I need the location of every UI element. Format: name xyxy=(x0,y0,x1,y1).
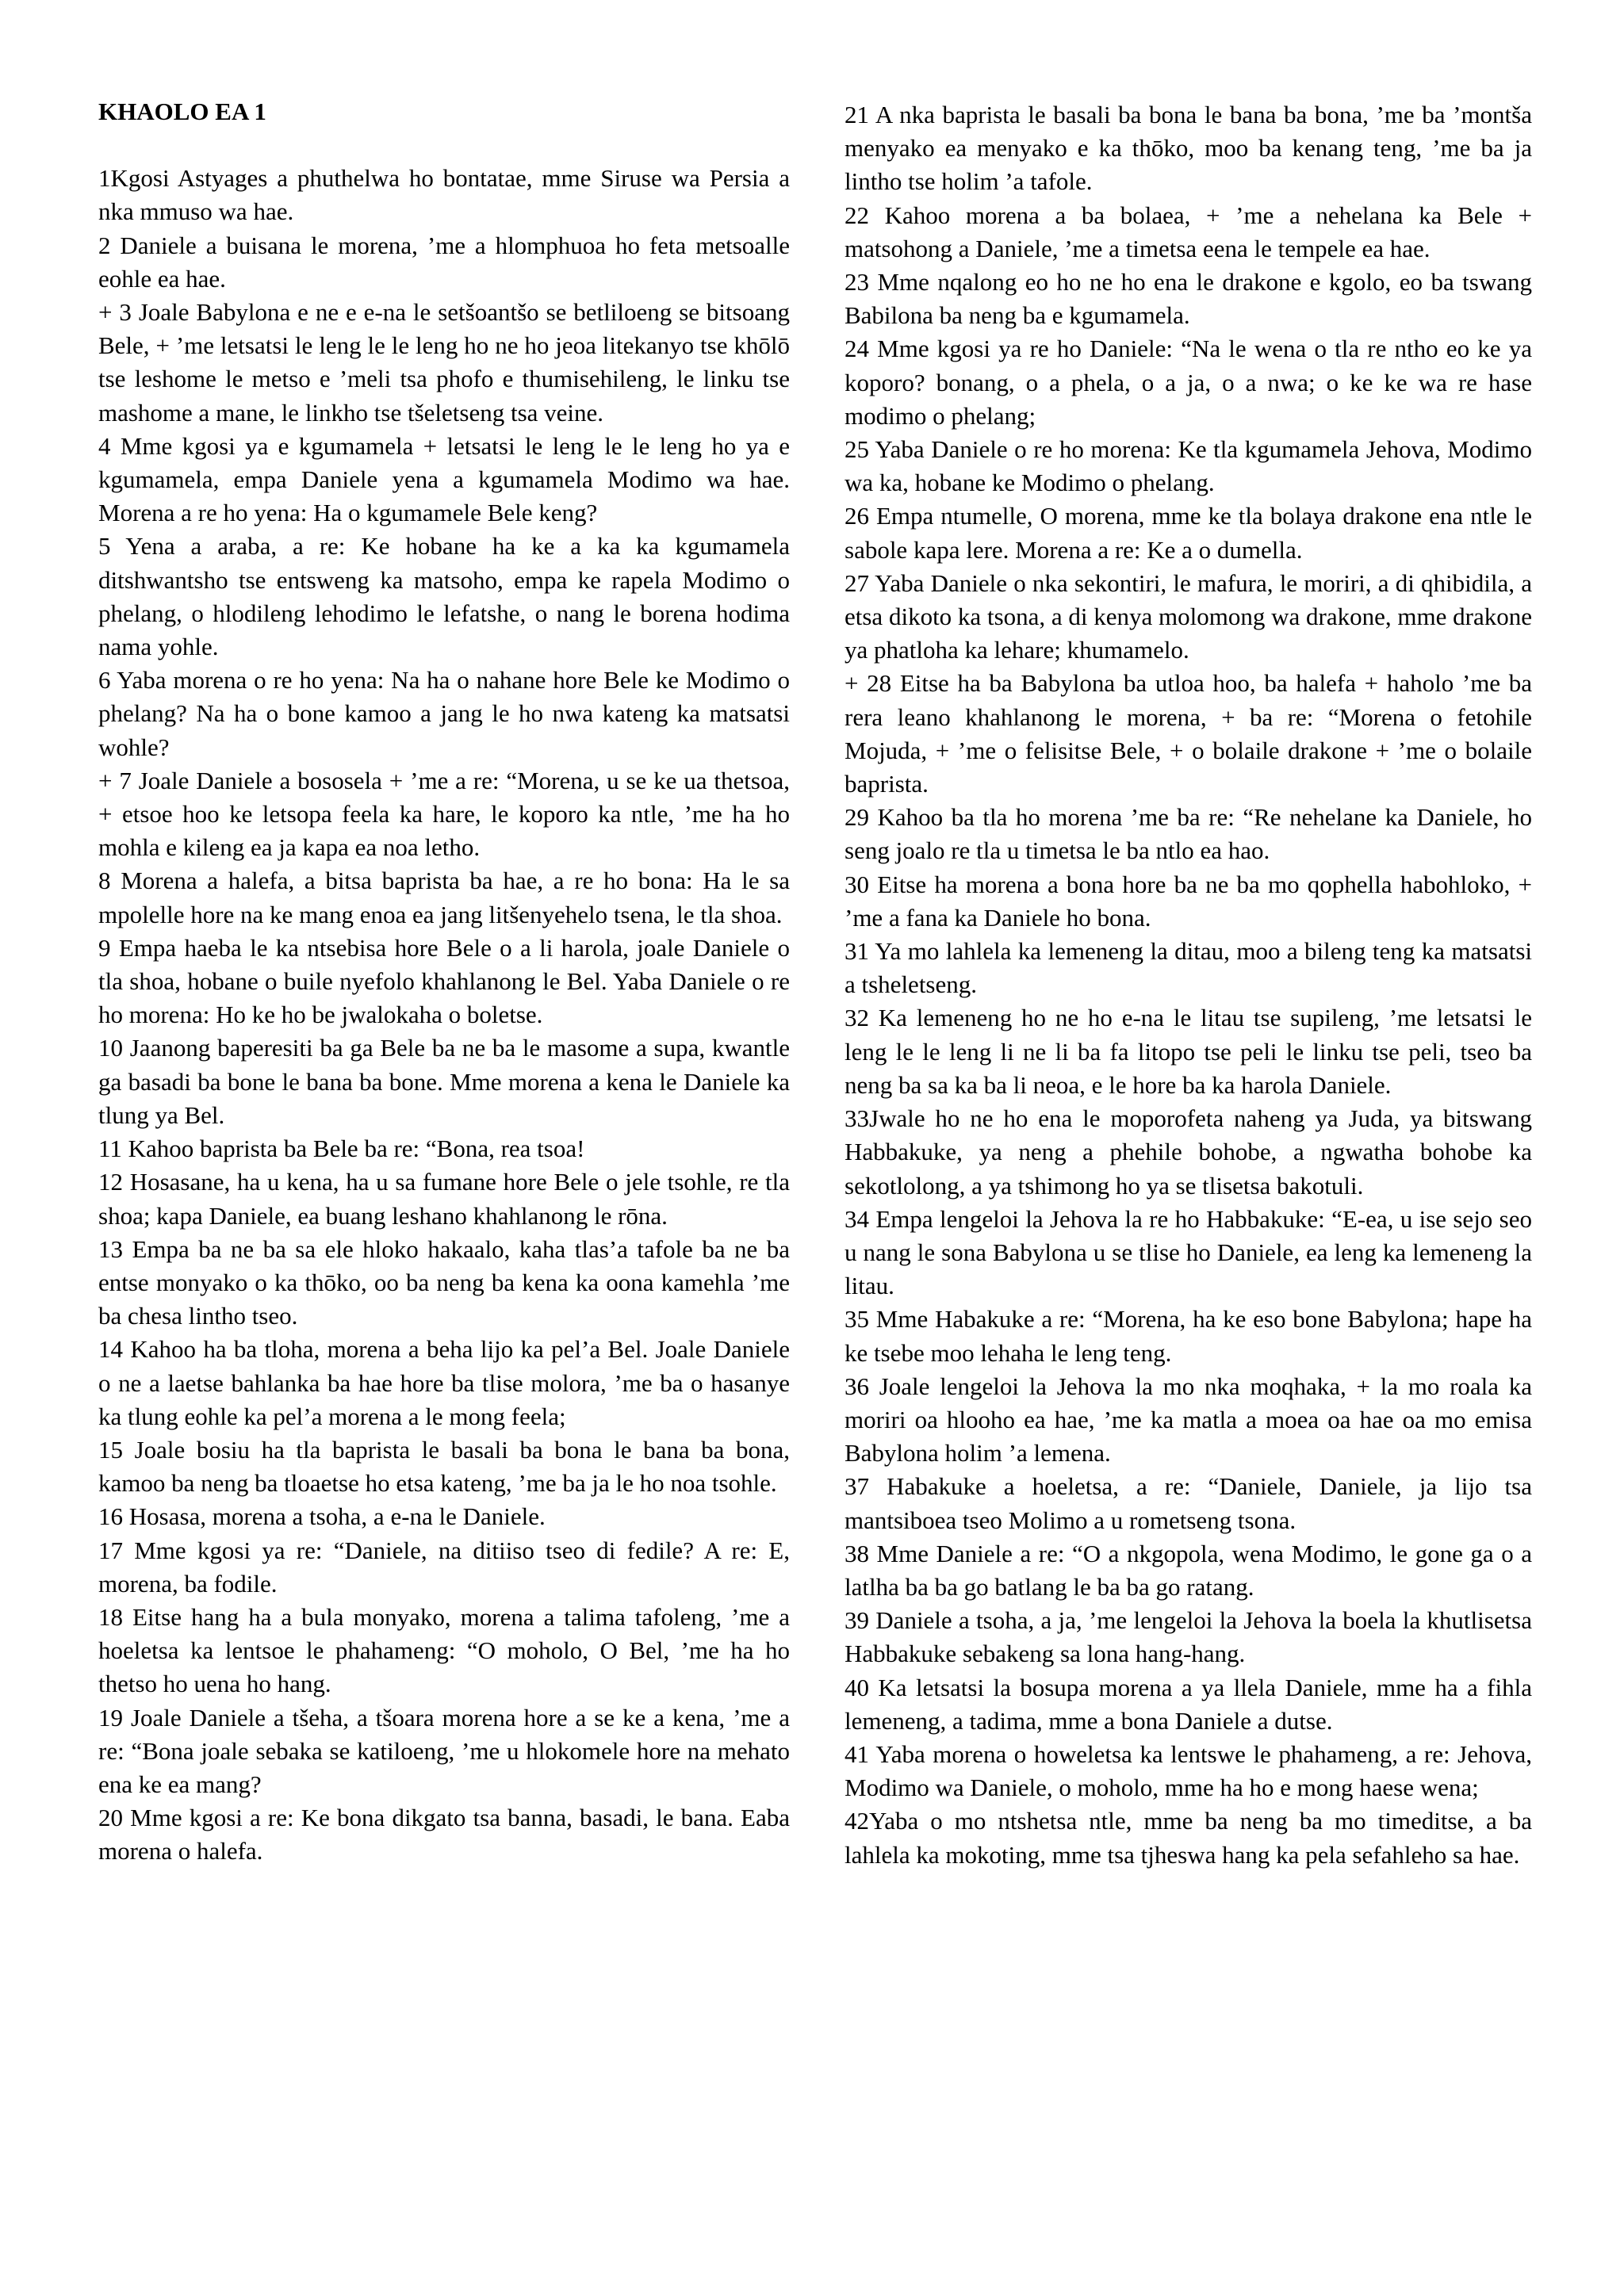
verse-paragraph: 11 Kahoo baprista ba Bele ba re: “Bona, rea tsoa! xyxy=(98,1135,585,1163)
verse-paragraph: 24 Mme kgosi ya re ho Daniele: “Na le wena o tla re ntho eo ke ya koporo? bonang, o a phela, o a ja, o a nwa; o ke ke wa re hase modimo o phelang; xyxy=(845,335,1532,430)
verse-paragraph: 33Jwale ho ne ho ena le moporofeta naheng ya Juda, ya bitswang Habbakuke, ya neng a phehile bohobe, a ngwatha bohobe ka sekotlolong, a ya tshimong ho ya se tlisetsa bakotuli. xyxy=(845,1104,1532,1200)
verse-paragraph: + 7 Joale Daniele a bososela + ’me a re: “Morena, u se ke ua thetsoa, + etsoe hoo ke letsopa feela ka hare, le koporo ka ntle, ’me ha ho mohla e kileng ea ja kapa ea noa letho. xyxy=(98,766,790,862)
verse-paragraph: 29 Kahoo ba tla ho morena ’me ba re: “Re nehelane ka Daniele, ho seng joalo re tla u timetsa le ba ntlo ea hao. xyxy=(845,803,1532,865)
verse-paragraph: 4 Mme kgosi ya e kgumamela + letsatsi le leng le le leng ho ya e kgumamela, empa Daniele yena a kgumamela Modimo wa hae. Morena a re ho yena: Ha o kgumamele Bele keng? xyxy=(98,431,790,527)
verse-paragraph: 22 Kahoo morena a ba bolaea, + ’me a nehelana ka Bele + matsohong a Daniele, ’me a timetsa eena le tempele ea hae. xyxy=(845,201,1532,262)
left-column xyxy=(98,95,790,1869)
verse-paragraph: 39 Daniele a tsoha, a ja, ’me lengeloi la Jehova la boela la khutlisetsa Habbakuke sebakeng sa lona hang-hang. xyxy=(845,1606,1532,1668)
verse-paragraph: 40 Ka letsatsi la bosupa morena a ya llela Daniele, mme ha a fihla lemeneng, a tadima, mme a bona Daniele a dutse. xyxy=(845,1673,1532,1735)
verse-paragraph: 12 Hosasane, ha u kena, ha u sa fumane hore Bele o jele tsohle, re tla shoa; kapa Daniele, ea buang leshano khahlanong le rōna. xyxy=(98,1168,790,1230)
verse-paragraph: 27 Yaba Daniele o nka sekontiri, le mafura, le moriri, a di qhibidila, a etsa dikoto ka tsona, a di kenya molomong wa drakone, mme drakone ya phatloha ka lehare; khumamelo. xyxy=(845,568,1532,664)
verse-paragraph: 16 Hosasa, morena a tsoha, a e-na le Daniele. xyxy=(98,1502,546,1531)
verse-paragraph: 32 Ka lemeneng ho ne ho e-na le litau tse supileng, ’me letsatsi le leng le le leng li ne li ba fa litopo tse peli le linku tse peli, tseo ba neng ba sa ka ba li neoa, e le hore ba ka harola Daniele. xyxy=(845,1004,1532,1099)
right-column xyxy=(845,98,1532,1872)
verse-paragraph: 14 Kahoo ha ba tloha, morena a beha lijo ka pel’a Bel. Joale Daniele o ne a laetse bahlanka ba hae hore ba tlise molora, ’me ba o hasanye ka tlung eohle ka pel’a morena a le mong feela; xyxy=(98,1335,790,1430)
left-verse-list xyxy=(98,162,790,1868)
verse-paragraph: 18 Eitse hang ha a bula monyako, morena a talima tafoleng, ’me a hoeletsa ka lentsoe le phahameng: “O moholo, O Bel, ’me ha ho thetso ho uena ho hang. xyxy=(98,1602,790,1698)
right-verse-list xyxy=(845,98,1532,1872)
verse-paragraph: 31 Ya mo lahlela ka lemeneng la ditau, moo a bileng teng ka matsatsi a tsheletseng. xyxy=(845,937,1532,999)
verse-paragraph: 2 Daniele a buisana le morena, ’me a hlomphuoa ho feta metsoalle eohle ea hae. xyxy=(98,231,790,293)
verse-paragraph: 13 Empa ba ne ba sa ele hloko hakaalo, kaha tlas’a tafole ba ne ba entse monyako o ka thōko, oo ba neng ba kena ka oona kamehla ’me ba chesa lintho tseo. xyxy=(98,1234,790,1330)
verse-paragraph: + 28 Eitse ha ba Babylona ba utloa hoo, ba halefa + haholo ’me ba rera leano khahlanong le morena, + ba re: “Morena o fetohile Mojuda, + ’me o felisitse Bele, + o bolaile drakone + ’me o bolaile baprista. xyxy=(845,669,1532,798)
verse-paragraph: 9 Empa haeba le ka ntsebisa hore Bele o a li harola, joale Daniele o tla shoa, hobane o buile nyefolo khahlanong le Bel. Yaba Daniele o re ho morena: Ho ke ho be jwalokaha o boletse. xyxy=(98,933,790,1029)
verse-paragraph: + 3 Joale Babylona e ne e e-na le setšoantšo se betliloeng se bitsoang Bele, + ’me letsatsi le leng le le leng ho ne ho jeoa litekanyo tse khōlō tse leshome le metso e ’meli tsa phofo e thumisehileng, le linku tse mashome a mane, le linkho tse tšeletseng tsa veine. xyxy=(98,298,790,427)
verse-paragraph: 8 Morena a halefa, a bitsa baprista ba hae, a re ho bona: Ha le sa mpolelle hore na ke mang enoa ea jang litšenyehelo tsena, le tla shoa. xyxy=(98,867,790,928)
chapter-heading: KHAOLO EA 1 xyxy=(98,98,266,125)
verse-paragraph: 6 Yaba morena o re ho yena: Na ha o nahane hore Bele ke Modimo o phelang? Na ha o bone kamoo a jang le ho nwa kateng ka matsatsi wohle? xyxy=(98,666,790,761)
verse-paragraph: 15 Joale bosiu ha tla baprista le basali ba bona le bana ba bona, kamoo ba neng ba tloaetse ho etsa kateng, ’me ba ja le ho noa tsohle. xyxy=(98,1435,790,1498)
verse-paragraph: 41 Yaba morena o howeletsa ka lentswe le phahameng, a re: Jehova, Modimo wa Daniele, o moholo, mme ha ho e mong haese wena; xyxy=(845,1739,1532,1802)
verse-paragraph: 23 Mme nqalong eo ho ne ho ena le drakone e kgolo, eo ba tswang Babilona ba neng ba e kgumamela. xyxy=(845,268,1532,330)
verse-paragraph: 1Kgosi Astyages a phuthelwa ho bontatae, mme Siruse wa Persia a nka mmuso wa hae. xyxy=(98,164,790,226)
verse-paragraph: 20 Mme kgosi a re: Ke bona dikgato tsa banna, basadi, le bana. Eaba morena o halefa. xyxy=(98,1804,790,1866)
verse-paragraph: 17 Mme kgosi ya re: “Daniele, na ditiiso tseo di fedile? A re: E, morena, ba fodile. xyxy=(98,1536,790,1598)
verse-paragraph: 21 A nka baprista le basali ba bona le bana ba bona, ’me ba ’montša menyako ea menyako e ka thōko, moo ba kenang teng, ’me ba ja lintho tse holim ’a tafole. xyxy=(845,101,1532,196)
verse-paragraph: 34 Empa lengeloi la Jehova la re ho Habbakuke: “E-ea, u ise sejo seo u nang le sona Babylona u se tlise ho Daniele, ea leng ka lemeneng la litau. xyxy=(845,1204,1532,1300)
verse-paragraph: 19 Joale Daniele a tšeha, a tšoara morena hore a se ke a kena, ’me a re: “Bona joale sebaka se katiloeng, ’me u hlokomele hore na mehato ena ke ea mang? xyxy=(98,1703,790,1798)
verse-paragraph: 26 Empa ntumelle, O morena, mme ke tla bolaya drakone ena ntle le sabole kapa lere. Morena a re: Ke a o dumella. xyxy=(845,502,1532,564)
verse-paragraph: 35 Mme Habakuke a re: “Morena, ha ke eso bone Babylona; hape ha ke tsebe moo lehaha le leng teng. xyxy=(845,1305,1532,1367)
verse-paragraph: 25 Yaba Daniele o re ho morena: Ke tla kgumamela Jehova, Modimo wa ka, hobane ke Modimo o phelang. xyxy=(845,435,1532,497)
verse-paragraph: 10 Jaanong baperesiti ba ga Bele ba ne ba le masome a supa, kwantle ga basadi ba bone le bana ba bone. Mme morena a kena le Daniele ka tlung ya Bel. xyxy=(98,1034,790,1129)
verse-paragraph: 36 Joale lengeloi la Jehova la mo nka moqhaka, + la mo roala ka moriri oa hlooho ea hae, ’me ka matla a moea oa hae oa mo emisa Babylona holim ’a lemena. xyxy=(845,1372,1532,1468)
verse-paragraph: 42Yaba o mo ntshetsa ntle, mme ba neng ba mo timeditse, a ba lahlela ka mokoting, mme tsa tjheswa hang ka pela sefahleho sa hae. xyxy=(845,1807,1532,1869)
verse-paragraph: 5 Yena a araba, a re: Ke hobane ha ke a ka ka kgumamela ditshwantsho tse entsweng ka matsoho, empa ke rapela Modimo o phelang, o hlodileng lehodimo le lefatshe, o nang le borena hodima nama yohle. xyxy=(98,532,790,661)
verse-paragraph: 37 Habakuke a hoeletsa, a re: “Daniele, Daniele, ja lijo tsa mantsiboea tseo Molimo a u rometseng tsona. xyxy=(845,1472,1532,1534)
verse-paragraph: 38 Mme Daniele a re: “O a nkgopola, wena Modimo, le gone ga o a latlha ba ba go batlang le ba ba go ratang. xyxy=(845,1539,1532,1601)
verse-paragraph: 30 Eitse ha morena a bona hore ba ne ba mo qophella habohloko, + ’me a fana ka Daniele ho bona. xyxy=(845,870,1532,932)
